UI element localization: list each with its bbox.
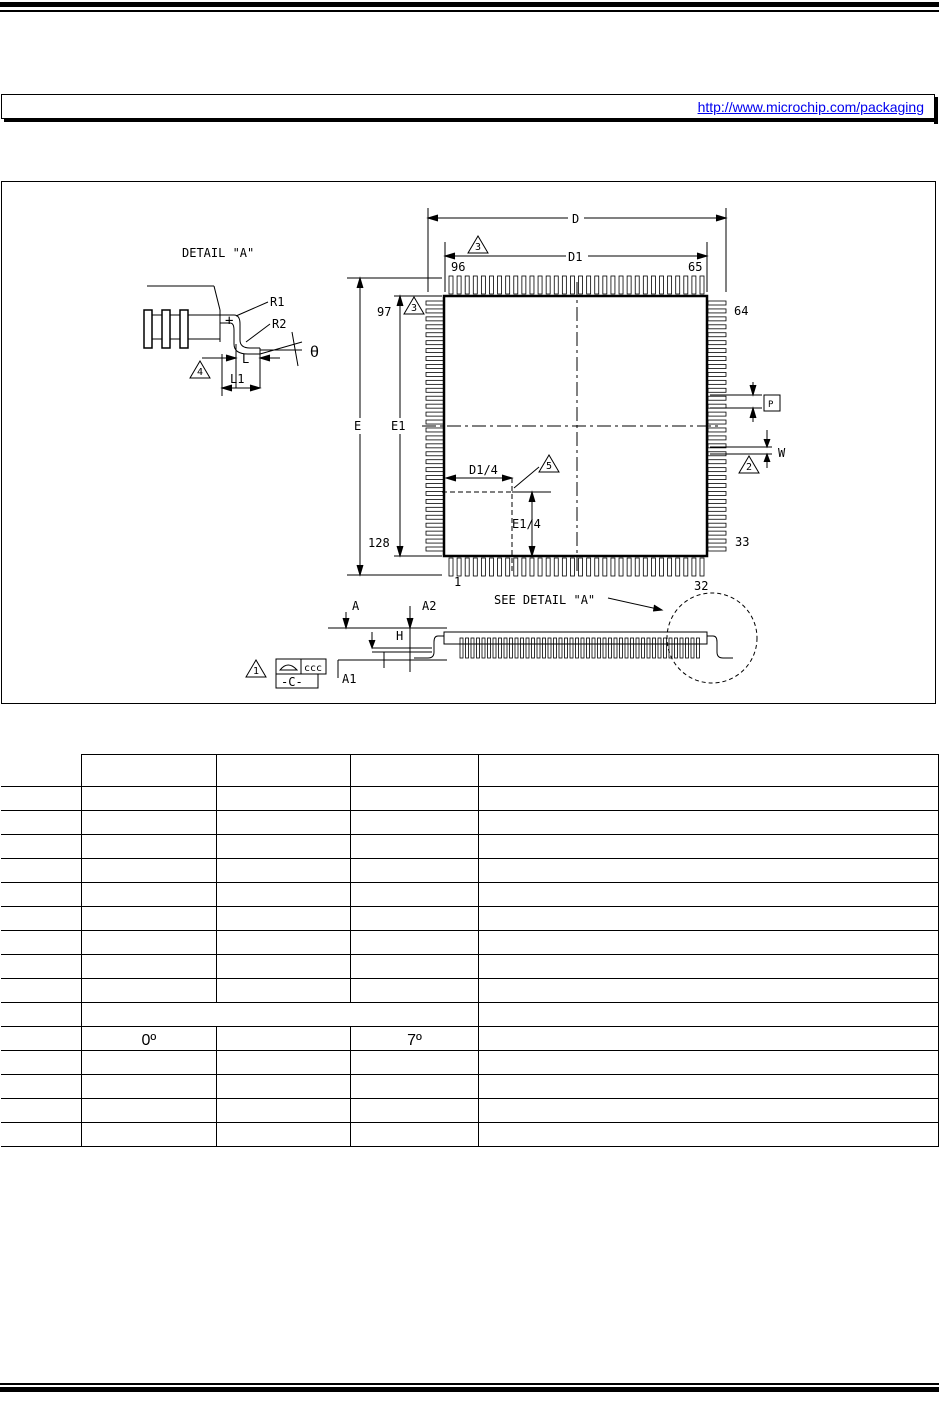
table-cell (81, 859, 216, 883)
table-cell (479, 755, 939, 787)
table-cell (81, 1051, 216, 1075)
dim-W: W (778, 446, 786, 460)
table-row (1, 1099, 939, 1123)
dim-D: D (572, 212, 580, 226)
table-cell (1, 931, 81, 955)
table-cell (216, 1027, 350, 1051)
table-cell (479, 931, 939, 955)
svg-text:3: 3 (411, 303, 418, 314)
table-cell (1, 1003, 81, 1027)
table-row (1, 1027, 939, 1051)
see-detail-a: SEE DETAIL "A" (494, 593, 596, 607)
pin-96: 96 (451, 260, 466, 274)
table-cell (81, 1123, 216, 1147)
table-cell (350, 955, 479, 979)
table-cell (1, 1027, 81, 1051)
table-cell (216, 859, 350, 883)
table-cell (479, 1051, 939, 1075)
table-cell (81, 811, 216, 835)
table-cell (479, 1123, 939, 1147)
table-cell (479, 859, 939, 883)
table-cell (479, 1003, 939, 1027)
table-cell (350, 835, 479, 859)
table-cell: 0º (81, 1027, 216, 1051)
dim-H: H (396, 629, 404, 643)
table-cell (1, 1123, 81, 1147)
table-row (1, 859, 939, 883)
dim-L: L (242, 352, 250, 366)
svg-text:+: + (225, 313, 234, 329)
table-cell (81, 1003, 479, 1027)
dim-R2: R2 (272, 317, 287, 331)
packaging-link[interactable]: http://www.microchip.com/packaging (697, 99, 924, 115)
table-cell (479, 979, 939, 1003)
table-cell (216, 1099, 350, 1123)
table-cell (350, 1123, 479, 1147)
pin-128: 128 (368, 536, 390, 550)
table-row (1, 931, 939, 955)
table-row (1, 907, 939, 931)
table-cell (350, 1075, 479, 1099)
dim-E1: E1 (391, 419, 406, 433)
table-cell: 7º (350, 1027, 479, 1051)
table-cell (1, 1075, 81, 1099)
table-cell (350, 931, 479, 955)
table-cell (81, 787, 216, 811)
table-cell (1, 755, 81, 787)
table-cell (1, 859, 81, 883)
table-cell (350, 883, 479, 907)
table-cell (216, 883, 350, 907)
table-cell (479, 1075, 939, 1099)
table-cell (81, 907, 216, 931)
table-cell (216, 955, 350, 979)
pin-97: 97 (377, 305, 392, 319)
table-cell (216, 1123, 350, 1147)
table-cell (1, 1099, 81, 1123)
table-cell (1, 883, 81, 907)
table-row (1, 1003, 939, 1027)
table-cell (350, 755, 479, 787)
detail-a-title: DETAIL "A" (182, 246, 255, 260)
dim-R1: R1 (270, 295, 285, 309)
table-row (1, 979, 939, 1003)
dim-A1: A1 (342, 672, 357, 686)
table-cell (479, 955, 939, 979)
table-cell (81, 979, 216, 1003)
pin-32: 32 (694, 579, 709, 593)
table-cell (350, 979, 479, 1003)
datum-C: -C- (281, 675, 303, 689)
table-cell (479, 883, 939, 907)
dimensions-table (1, 754, 939, 1147)
dim-P: P (768, 400, 774, 410)
table-cell (1, 835, 81, 859)
table-cell (1, 787, 81, 811)
table-cell (1, 907, 81, 931)
table-row (1, 787, 939, 811)
dim-E1-quarter: E1/4 (512, 517, 541, 531)
dim-L1: L1 (230, 372, 245, 386)
table-cell (1, 979, 81, 1003)
table-cell (81, 955, 216, 979)
table-cell (479, 835, 939, 859)
table-cell (216, 979, 350, 1003)
table-cell (81, 1099, 216, 1123)
dim-A2: A2 (422, 599, 437, 613)
table-cell (479, 787, 939, 811)
table-cell (479, 811, 939, 835)
table-cell (216, 1051, 350, 1075)
table-cell (81, 1075, 216, 1099)
table-cell (479, 1027, 939, 1051)
svg-text:4: 4 (197, 367, 204, 378)
url-bar (1, 94, 935, 119)
pin-64: 64 (734, 304, 749, 318)
table-cell (216, 1075, 350, 1099)
table-cell (350, 811, 479, 835)
bottom-rule (0, 1381, 939, 1393)
table-header-row (1, 755, 939, 787)
table-cell (216, 931, 350, 955)
pin-33: 33 (735, 535, 750, 549)
dim-E: E (354, 419, 362, 433)
table-cell (1, 811, 81, 835)
table-cell (479, 1099, 939, 1123)
dim-A: A (352, 599, 360, 613)
table-row (1, 1075, 939, 1099)
table-cell (350, 859, 479, 883)
table-cell (479, 907, 939, 931)
table-cell (81, 931, 216, 955)
table-cell (350, 1099, 479, 1123)
package-drawing (1, 181, 936, 704)
pin-1: 1 (454, 575, 462, 589)
table-cell (216, 907, 350, 931)
table-cell (350, 1051, 479, 1075)
dim-ccc: ccc (304, 663, 323, 674)
svg-text:5: 5 (546, 461, 553, 472)
table-cell (1, 955, 81, 979)
table-row (1, 811, 939, 835)
table-cell (216, 755, 350, 787)
table-cell (350, 787, 479, 811)
dim-theta: θ (310, 344, 319, 361)
dim-D1-quarter: D1/4 (469, 463, 498, 477)
svg-text:1: 1 (253, 666, 260, 677)
svg-text:2: 2 (746, 462, 753, 473)
table-cell (1, 1051, 81, 1075)
table-row (1, 835, 939, 859)
table-cell (216, 811, 350, 835)
table-row (1, 1123, 939, 1147)
table-cell (81, 883, 216, 907)
table-cell (81, 755, 216, 787)
pin-65: 65 (688, 260, 703, 274)
svg-text:3: 3 (475, 242, 482, 253)
table-row (1, 883, 939, 907)
table-cell (81, 835, 216, 859)
table-cell (216, 787, 350, 811)
table-row (1, 955, 939, 979)
dim-D1: D1 (568, 250, 583, 264)
top-rule (0, 0, 939, 13)
table-cell (350, 907, 479, 931)
table-cell (216, 835, 350, 859)
table-row (1, 1051, 939, 1075)
